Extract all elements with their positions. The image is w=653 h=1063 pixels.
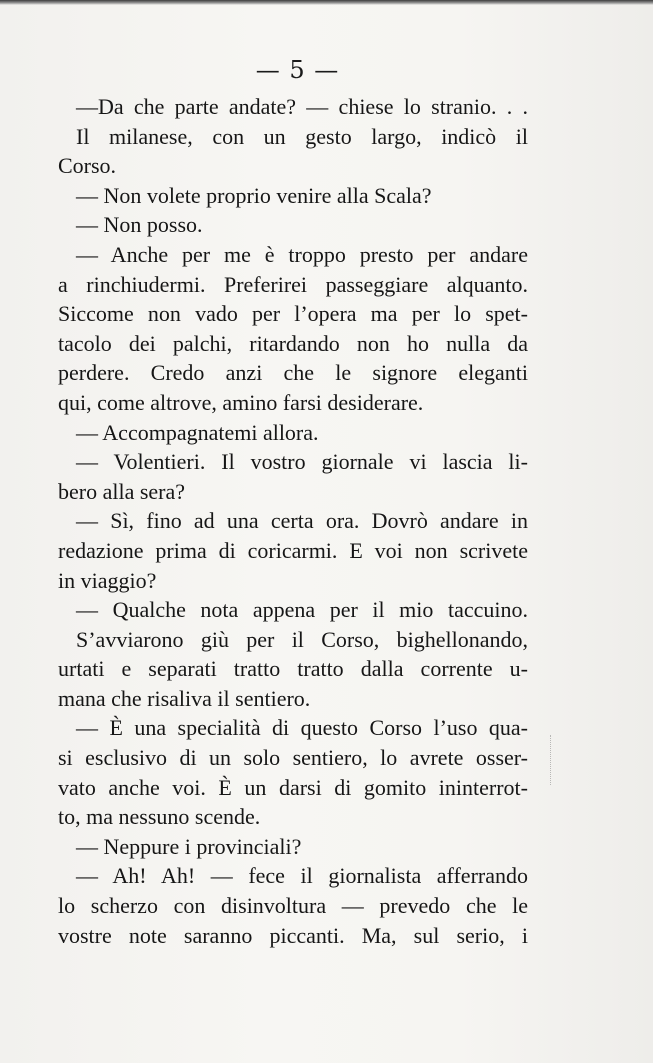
text-line: —Da che parte andate? — chiese lo stranio. . . [76, 94, 528, 119]
margin-smudge [550, 735, 553, 785]
page-number: — 5 — [255, 56, 340, 84]
text-line: vato anche voi. È un darsi di gomito ininterrot- [58, 774, 528, 800]
body-text [58, 92, 528, 950]
text-line: perdere. Credo anzi che le signore eleganti [58, 360, 528, 386]
text-line: to, ma nessuno scende. [58, 804, 261, 830]
text-line: qui, come altrove, amino farsi desiderare. [58, 389, 424, 415]
text-line: tacolo dei palchi, ritardando non ho nulla da [58, 330, 528, 356]
text-line: — Accompagnatemi allora. [76, 419, 319, 445]
text-line: — Sì, fino ad una certa ora. Dovrò andare in [76, 508, 528, 534]
text-line: urtati e separati tratto tratto dalla corrente u- [58, 656, 528, 682]
text-line: — Neppure i provinciali? [76, 833, 302, 859]
text-line: in viaggio? [58, 567, 157, 593]
text-line: Il milanese, con un gesto largo, indicò il [76, 123, 528, 149]
text-line: — Qualche nota appena per il mio taccuino. [76, 597, 528, 623]
page-top-edge [0, 0, 653, 5]
text-line: — Anche per me è troppo presto per andare [76, 241, 528, 267]
text-line: — Non posso. [76, 212, 203, 238]
text-line: a rinchiudermi. Preferirei passeggiare alquanto. [58, 271, 528, 297]
text-line: — Non volete proprio venire alla Scala? [76, 182, 432, 208]
text-line: — È una specialità di questo Corso l’uso qua- [76, 715, 528, 741]
text-line: — Volentieri. Il vostro giornale vi lascia li- [76, 449, 528, 475]
text-line: si esclusivo di un solo sentiero, lo avrete osser- [58, 745, 528, 771]
text-line: Siccome non vado per l’opera ma per lo spet- [58, 301, 528, 327]
text-line: lo scherzo con disinvoltura — prevedo che le [58, 893, 528, 919]
text-line: bero alla sera? [58, 478, 186, 504]
text-line: — Ah! Ah! — fece il giornalista afferrando [76, 863, 528, 889]
text-line: Corso. [58, 153, 117, 179]
text-line: vostre note saranno piccanti. Ma, sul serio, i [58, 922, 528, 948]
text-line: mana che risaliva il sentiero. [58, 685, 311, 711]
text-line: redazione prima di coricarmi. E voi non scrivete [58, 537, 528, 563]
text-line: S’avviarono giù per il Corso, bighellonando, [76, 626, 528, 652]
